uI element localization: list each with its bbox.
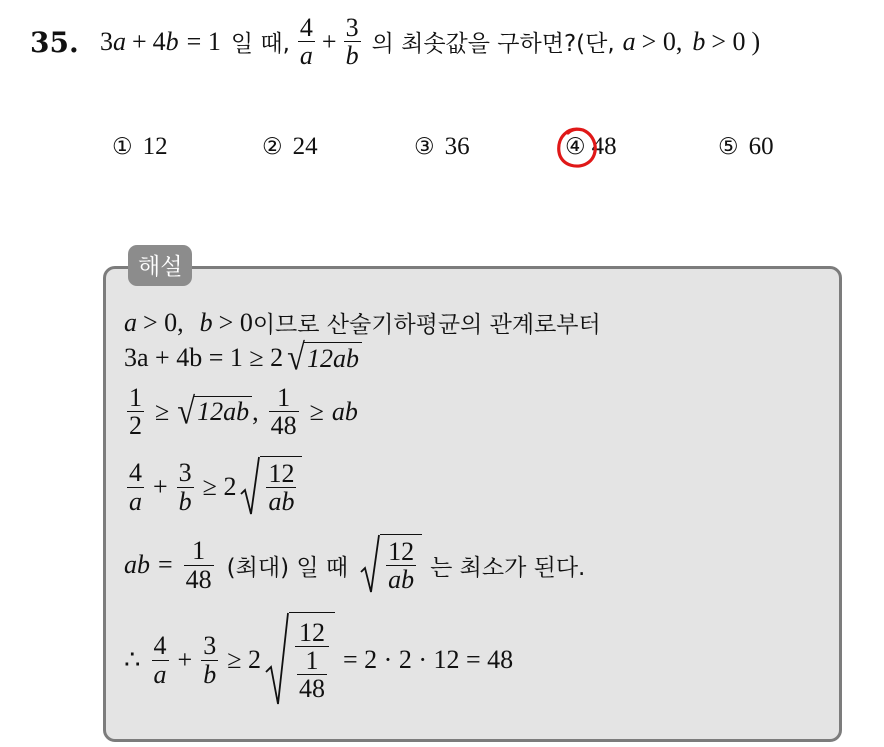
- solution-line-2: 3a + 4b = 1 ≥ 2 √ 12ab: [124, 342, 362, 375]
- solution-line-4: $\frac{4}{a}$ + $\frac{3}{b}$ ≥ 2 $\frac{12}{ab}$: [124, 456, 302, 518]
- var-b: b: [165, 26, 179, 56]
- solution-line-1: a > 0, b > 0 이므로 산술기하평균의 관계로부터: [124, 307, 601, 338]
- fraction-3-over-b: $\frac{3}{b}$: [345, 13, 359, 71]
- sqrt-12-over-ab: $\frac{12}{ab}$: [240, 456, 302, 518]
- selected-answer-circle-icon: [553, 124, 601, 172]
- selection-stroke: [559, 129, 596, 166]
- solution-tag: 해설: [128, 245, 192, 286]
- choice-1[interactable]: ① 12: [112, 133, 168, 160]
- sqrt-nested-fraction: $\frac{12}{\frac{1}{48}}$: [265, 612, 335, 708]
- ask-text: 의 최솟값을 구하면?(단,: [371, 31, 615, 58]
- given-rel-a: > 0,: [641, 26, 683, 56]
- solution-line-3: $\frac{1}{2}$ ≥ √ 12ab , $\frac{1}{48}$ ≥ ab: [129, 383, 358, 441]
- choice-4[interactable]: ④ 48: [565, 133, 617, 160]
- plus-sign: +: [132, 26, 147, 56]
- fraction-4-over-a: $\frac{4}{a}$: [299, 13, 313, 71]
- var-a: a: [113, 26, 126, 56]
- choice-5[interactable]: ⑤ 60: [718, 133, 774, 160]
- question-number: 35.: [30, 26, 79, 59]
- choice-2[interactable]: ② 24: [262, 133, 318, 160]
- fraction-1-over-48: $\frac{1}{48}$: [270, 383, 297, 441]
- given-var-a: a: [622, 26, 636, 56]
- solution-line-6: ∴ $\frac{4}{a}$ + $\frac{3}{b}$ ≥ 2 $\frac{12}{\frac{1}{48}}$ = 2 · 2 · 12 = 48: [124, 612, 513, 708]
- plus-sign-2: +: [321, 26, 337, 56]
- given-rel-b: > 0: [711, 26, 746, 56]
- question-text: [100, 14, 760, 70]
- coef-a: 3: [100, 26, 113, 56]
- solution-line-5: ab = $\frac{1}{48}$ (최대) 일 때 $\frac{12}{ab}$ 는 최소가 된다.: [124, 534, 585, 596]
- sqrt-12ab: √ 12ab: [287, 342, 362, 375]
- condition-rhs: = 1: [186, 26, 221, 56]
- when-text: 일 때,: [230, 31, 290, 58]
- coef-b: 4: [152, 26, 166, 56]
- given-var-b: b: [692, 26, 706, 56]
- given-close: ): [751, 26, 761, 56]
- choice-3[interactable]: ③ 36: [414, 133, 470, 160]
- fraction-1-over-2: $\frac{1}{2}$: [129, 383, 142, 441]
